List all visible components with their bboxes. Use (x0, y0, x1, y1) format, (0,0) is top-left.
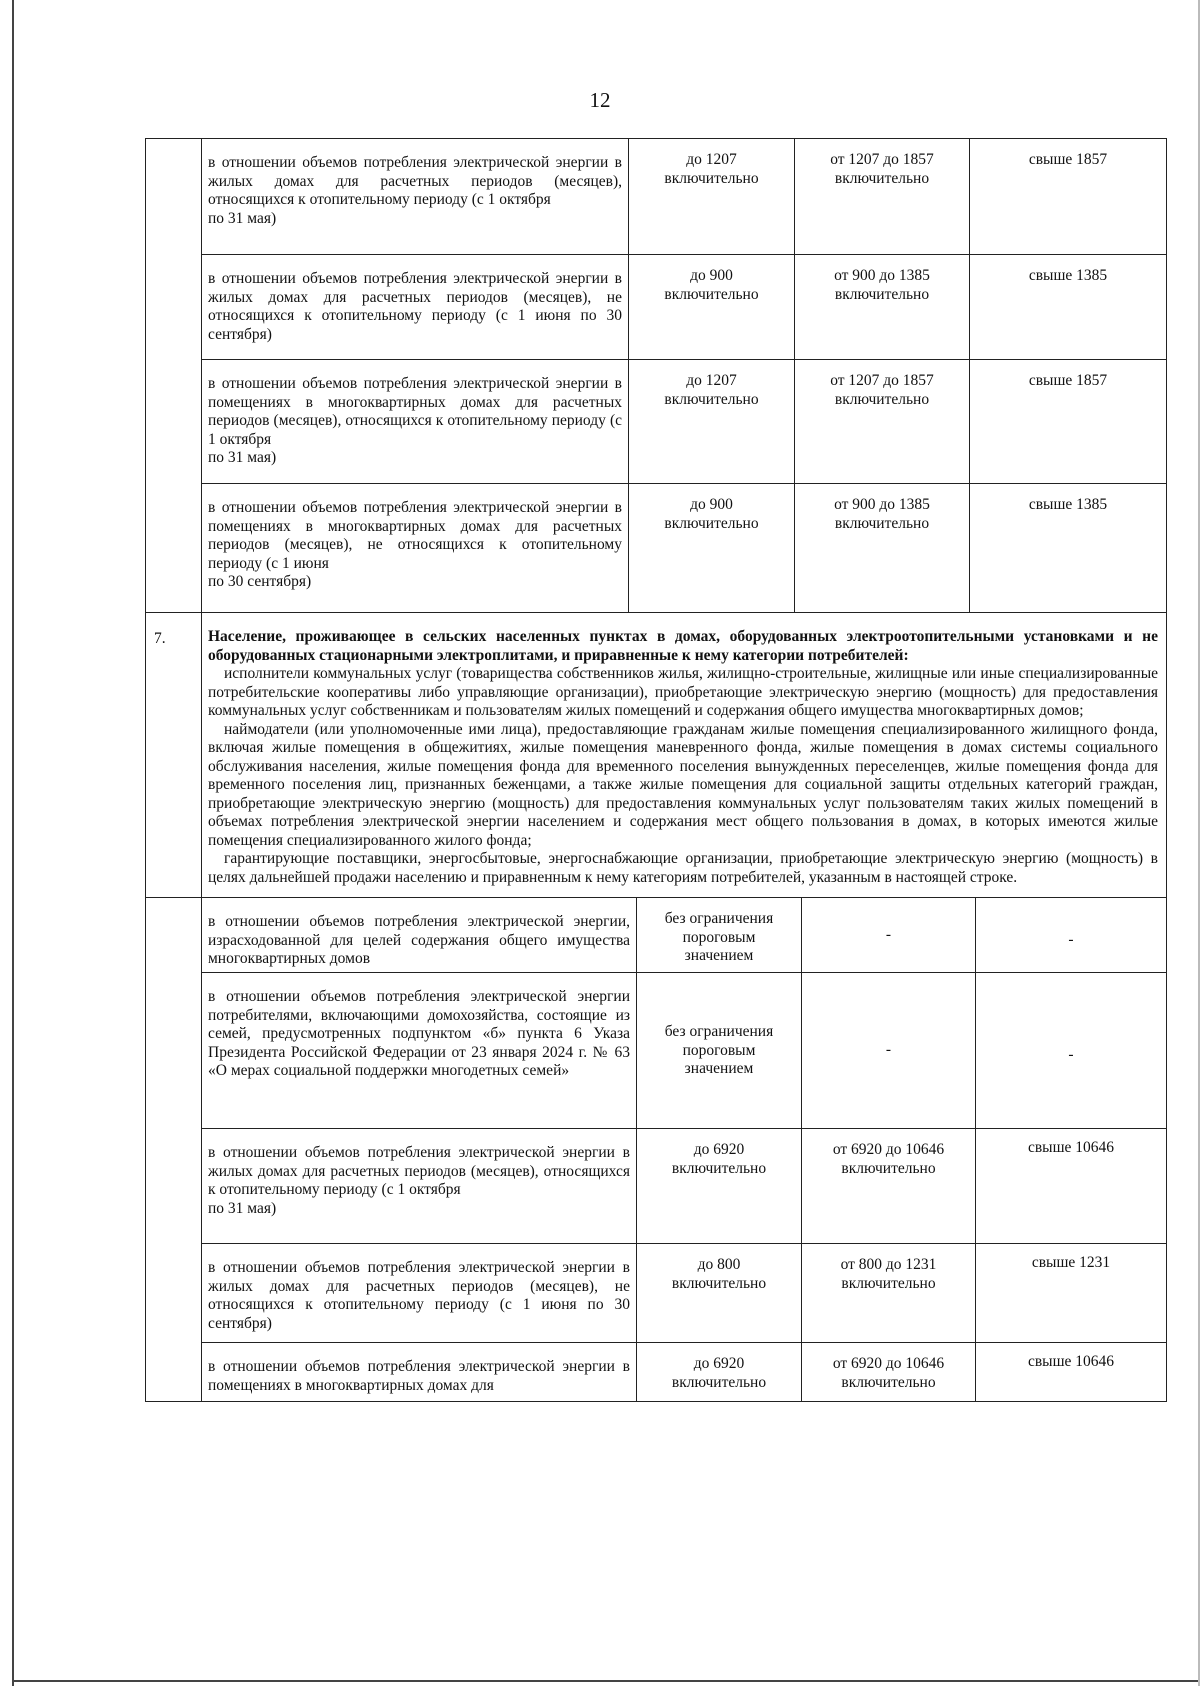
category-7-header (145, 612, 1167, 897)
threshold-low: до 1207 включительно (629, 360, 795, 483)
threshold-mid: - (802, 898, 976, 972)
consumption-description: в отношении объемов потребления электрической энергии в помещениях в многоквартирных домах для (202, 1343, 637, 1401)
threshold-high: - (1068, 930, 1074, 948)
threshold-high: свыше 10646 (1027, 1353, 1115, 1370)
threshold-mid: от 1207 до 1857 включительно (795, 360, 970, 483)
table-block-continuation (145, 138, 1167, 612)
threshold-low: до 800 включительно (637, 1244, 802, 1342)
table-row (202, 484, 1166, 612)
category-number: 7. (146, 613, 202, 897)
threshold-low: до 6920 включительно (637, 1129, 802, 1243)
threshold-high: свыше 1857 (1028, 372, 1108, 389)
threshold-mid: от 800 до 1231 включительно (802, 1244, 976, 1342)
consumption-description: в отношении объемов потребления электрической энергии в жилых домах для расчетных периодов (месяцев), относящихся к отопительному периоду (с 1 октября по 31 мая) (202, 1129, 637, 1243)
category-paragraph: исполнители коммунальных услуг (товарищества собственников жилья, жилищно-строительные, жилищные или иные специализированные потребительские кооперативы либо управляющие организации), приобретающие электрическую энергию (мощность) для предоставления коммунальных услуг собственникам и пользователям жилых помещений и содержания общего имущества многоквартирных домов; (208, 665, 1158, 719)
threshold-mid: от 900 до 1385 включительно (795, 255, 970, 359)
threshold-mid: от 6920 до 10646 включительно (802, 1129, 976, 1243)
threshold-mid: - (802, 973, 976, 1128)
page-number: 12 (589, 88, 611, 112)
threshold-high: - (1068, 1046, 1074, 1064)
threshold-high: свыше 1231 (1031, 1254, 1111, 1271)
consumption-description: в отношении объемов потребления электрической энергии в помещениях в многоквартирных домах для расчетных периодов (месяцев), относящихся к отопительному периоду (с 1 октября по 31 мая) (202, 360, 629, 483)
consumption-description: в отношении объемов потребления электрической энергии в жилых домах для расчетных периодов (месяцев), не относящихся к отопительному периоду (с 1 июня по 30 сентября) (202, 1244, 637, 1342)
threshold-low: до 900 включительно (629, 255, 795, 359)
table-row (202, 1129, 1166, 1244)
threshold-mid: от 6920 до 10646 включительно (802, 1343, 976, 1401)
category-title: Население, проживающее в сельских населенных пунктах в домах, оборудованных электроотопительными установками и не оборудованных стационарными электроплитами, и приравненные к нему категории потребителей: (208, 628, 1158, 664)
consumption-description: в отношении объемов потребления электрической энергии в помещениях в многоквартирных домах для расчетных периодов (месяцев), не относящихся к отопительному периоду (с 1 июня по 30 сентября) (202, 484, 629, 612)
table-row (202, 360, 1166, 484)
consumption-description: в отношении объемов потребления электрической энергии в жилых домах для расчетных периодов (месяцев), относящихся к отопительному периоду (с 1 октября по 31 мая) (202, 139, 629, 254)
category-paragraph: наймодатели (или уполномоченные ими лица), предоставляющие гражданам жилые помещения специализированного жилищного фонда, включая жилые помещения в общежитиях, жилые помещения маневренного фонда, жилые помещения в домах системы социального обслуживания населения, жилые помещения фонда для временного поселения вынужденных переселенцев, жилые помещения фонда для временного поселения лиц, признанных беженцами, а также жилые помещения для социальной защиты отдельных категорий граждан, приобретающие электрическую энергию (мощность) для предоставления коммунальных услуг пользователям таких жилых помещений в объемах потребления электрической энергии населением и содержания мест общего пользования в домах, в которых имеются жилые помещения специализированного жилого фонда; (208, 720, 1158, 849)
table-row (202, 973, 1166, 1129)
threshold-low: до 6920 включительно (637, 1343, 802, 1401)
threshold-low: до 900 включительно (629, 484, 795, 612)
table-row (202, 255, 1166, 360)
row-number-cell (146, 139, 202, 612)
category-description (202, 613, 1166, 897)
threshold-low: без ограничения пороговым значением (637, 973, 802, 1128)
threshold-low: без ограничения пороговым значением (637, 898, 802, 972)
threshold-mid: от 1207 до 1857 включительно (795, 139, 970, 254)
table-row (202, 1244, 1166, 1343)
threshold-low: до 1207 включительно (629, 139, 795, 254)
table-row (202, 898, 1166, 973)
consumption-description: в отношении объемов потребления электрической энергии, израсходованной для целей содержания общего имущества многоквартирных домов (202, 898, 637, 972)
scan-frame-left (12, 0, 14, 1686)
table-block-category-7 (145, 897, 1167, 1402)
threshold-high: свыше 1857 (1028, 151, 1108, 168)
row-number-cell (146, 897, 202, 1401)
consumption-description: в отношении объемов потребления электрической энергии в жилых домах для расчетных периодов (месяцев), не относящихся к отопительному периоду (с 1 июня по 30 сентября) (202, 255, 629, 359)
threshold-mid: от 900 до 1385 включительно (795, 484, 970, 612)
scan-frame-bottom (12, 1680, 1200, 1682)
table-row (202, 1343, 1166, 1401)
threshold-high: свыше 1385 (1028, 496, 1108, 513)
threshold-high: свыше 10646 (1027, 1139, 1115, 1156)
threshold-high: свыше 1385 (1028, 267, 1108, 284)
consumption-description: в отношении объемов потребления электрической энергии потребителями, включающими домохозяйства, состоящие из семей, предусмотренных подпунктом «б» пункта 6 Указа Президента Российской Федерации от 23 января 2024 г. № 63 «О мерах социальной поддержки многодетных семей» (202, 973, 637, 1128)
table-row (202, 139, 1166, 255)
category-paragraph: гарантирующие поставщики, энергосбытовые, энергоснабжающие организации, приобретающие электрическую энергию (мощность) в целях дальнейшей продажи населению и приравненным к нему категориям потребителей, указанным в настоящей строке. (208, 850, 1158, 886)
tariff-table (145, 138, 1167, 1402)
